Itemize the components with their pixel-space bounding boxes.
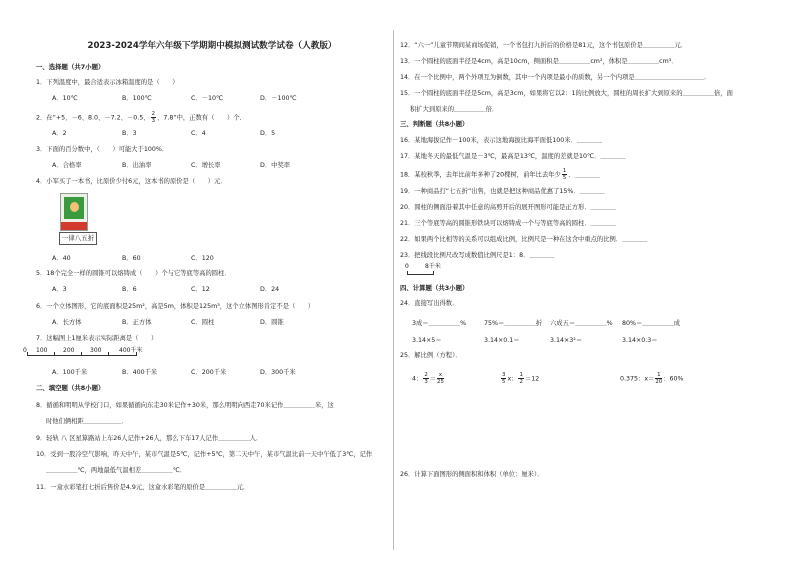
question-20: 20．圆柱的侧面沿着其中任意的高剪开后的展开图形可能是正方形．＿＿＿＿ [400, 204, 616, 211]
q18-fraction: $\frac{1}{5}$ [562, 168, 567, 181]
scale-label-0: 0 [23, 347, 27, 354]
q25-equation-3: 0.375：x＝ $\frac{1}{20}$ ：60% [620, 372, 684, 385]
book-image [60, 193, 88, 231]
q3-option-c[interactable]: C．增长率 [191, 162, 221, 169]
q4-option-b[interactable]: B．60 [122, 255, 141, 262]
question-12: 12．“六一”儿童节期间某商场促销，一个书包打九折后的价格是81元，这个书包原价是＿＿＿＿＿元． [400, 42, 688, 49]
q25-equation-2: $\frac{3}{5}$ x： $\frac{1}{2}$ ＝12 [502, 372, 540, 385]
question-15-line2: 积扩大到原来的＿＿＿＿＿倍． [410, 106, 499, 113]
scale-label-300: 300 [90, 347, 102, 354]
question-17: 17．某地冬天的最低气温是－3℃，最高是13℃，温度的差就是10℃．＿＿＿＿ [400, 153, 626, 160]
q7-option-c[interactable]: C．200千米 [191, 369, 227, 376]
q24-item-5: 3.14×5＝ [412, 337, 442, 344]
q2-option-c[interactable]: C．4 [191, 130, 206, 137]
question-1: 1．下列温度中，最合适表示冰箱温度的是（ ） [36, 79, 179, 86]
section-judge: 三、判断题（共8小题） [400, 120, 469, 128]
question-8-line1: 8．循循和明明从学校门口，如果循循向东走30米记作+30米，那么明明向西走70米记作＿＿＿＿＿米，这 [36, 402, 334, 409]
section-choice: 一、选择题（共7小题） [36, 63, 105, 71]
q2-option-d[interactable]: D．5 [260, 130, 276, 137]
q2-option-b[interactable]: B．3 [122, 130, 137, 137]
q24-item-7: 3.14×3²＝ [550, 337, 583, 344]
question-3: 3．下面的百分数中，（ ）可能大于100%． [36, 146, 169, 153]
q6-option-d[interactable]: D．圆锥 [260, 319, 284, 326]
question-13: 13．一个圆柱的底面半径是4cm，高是10cm，侧面积是＿＿＿＿＿cm²，体积是＿＿＿＿＿cm³． [400, 58, 678, 65]
q1-option-d[interactable]: D．－100℃ [260, 95, 297, 102]
question-24: 24．直接写出得数． [400, 300, 459, 307]
question-25: 25．解比例（方程）． [400, 352, 462, 359]
q5-option-c[interactable]: C．12 [191, 286, 210, 293]
question-22: 22．如果两个比相等的关系可以组成比例，比例尺是一种在这含中重点的比例．＿＿＿＿ [400, 236, 648, 243]
question-21: 21．三个等底等高的圆锥形铁块可以熔铸成一个与等底等高的圆柱．＿＿＿＿ [400, 220, 616, 227]
q3-option-b[interactable]: B．出油率 [122, 162, 152, 169]
question-7: 7．这幅图上1厘米表示实际距离是（ ） [36, 335, 158, 342]
q24-item-1: 3成＝＿＿＿＿＿% [412, 320, 467, 327]
q25-equation-1: 4： $\frac{2}{3}$ ＝ $\frac{x}{25}$ [412, 372, 444, 385]
q7-option-b[interactable]: B．400千米 [122, 369, 158, 376]
q7-option-d[interactable]: D．300千米 [260, 369, 296, 376]
question-14: 14．在一个比例中，两个外项互为倒数，其中一个内项是最小的质数，另一个内项是＿＿＿＿＿＿＿＿＿＿＿． [400, 74, 711, 81]
question-2: 2．在“+5、－6、8.0、－7.2、－0.5、 $\frac{2}{3}$ 、7.8”中，正数有（ ）个． [36, 111, 246, 124]
q24-item-3: 六成五＝＿＿＿＿＿% [550, 320, 613, 327]
q4-option-a[interactable]: A．40 [52, 255, 71, 262]
q1-option-a[interactable]: A．10℃ [52, 95, 78, 102]
q24-item-6: 3.14×0.1＝ [484, 337, 520, 344]
q4-option-c[interactable]: C．120 [191, 255, 214, 262]
question-9: 9．轻轨 八 区星算路站上车26人记作+26人，那么下车17人记作＿＿＿＿＿人． [36, 435, 263, 442]
q6-option-a[interactable]: A．长方体 [52, 319, 82, 326]
q23-scale-label-0: 0 [405, 263, 409, 270]
scale-label-400: 400千米 [119, 347, 143, 354]
page-title: 2023-2024学年六年级下学期期中模拟测试数学试卷（人教版） [87, 41, 337, 51]
q6-option-b[interactable]: B．正方体 [122, 319, 152, 326]
q6-option-c[interactable]: C．圆柱 [191, 319, 215, 326]
q7-option-a[interactable]: A．100千米 [52, 369, 88, 376]
q24-item-2: 75%＝＿＿＿＿＿折 [484, 320, 543, 327]
question-16: 16．某地海拔记作－100米，表示这地海拔比海平面低100米．＿＿＿＿ [400, 137, 603, 144]
q5-option-a[interactable]: A．3 [52, 286, 67, 293]
section-calc: 四、计算题（共3小题） [400, 284, 469, 292]
q23-scale-label-8: 8千米 [425, 263, 441, 270]
question-11: 11．一盒水彩笔打七折后售价是4.9元，这盒水彩笔的原价是＿＿＿＿＿元． [36, 484, 250, 491]
q3-option-a[interactable]: A．合格率 [52, 162, 82, 169]
discount-badge: 一律八五折 [59, 232, 97, 245]
scale-bar [23, 347, 155, 359]
q5-option-d[interactable]: D．24 [260, 286, 280, 293]
column-divider [393, 30, 394, 550]
q2-option-a[interactable]: A．2 [52, 130, 67, 137]
question-15-line1: 15．一个圆柱的底面半径是5cm，高是3cm，如果将它以2：1的比例放大，圆柱的周长扩大到原来的＿＿＿＿＿倍，面 [400, 90, 733, 97]
question-4: 4．小军买了一本书，比原价少付6元，这本书的原价是（ ）元． [36, 178, 227, 185]
question-18: 18．某校秋季，去年比前年多种了20棵树，前年比去年少 $\frac{1}{5}$ ．＿＿＿＿ [400, 168, 600, 181]
question-19: 19．一种商品打“七五折”出售，也就是把这种商品优惠了15%．＿＿＿＿ [400, 188, 605, 195]
q1-option-b[interactable]: B．100℃ [122, 95, 152, 102]
question-8-line2: 时他们俩相距＿＿＿＿＿＿． [46, 418, 128, 425]
question-10-line1: 10．受到一股冷空气影响，昨天中午，某市气温是5℃，记作+5℃，第二天中午，某市气温比前一天中午低了3℃，记作 [36, 451, 373, 458]
q2-fraction: $\frac{2}{3}$ [151, 111, 156, 124]
question-26: 26．计算下面图形的侧面积和体积（单位：厘米）． [400, 471, 544, 478]
q23-scale-bar [405, 263, 465, 277]
q24-item-8: 3.14×0.3＝ [622, 337, 658, 344]
q1-option-c[interactable]: C．－10℃ [191, 95, 224, 102]
question-23: 23．把线段比例尺改写成数值比例尺是1：8．＿＿＿＿ [400, 252, 555, 259]
scale-label-200: 200 [63, 347, 75, 354]
question-6: 6．一个立体图形，它的底面积是25m²，高是5m，体积是125m³，这个立体图形肯定不是（ ） [36, 303, 315, 310]
section-fill: 二、填空题（共8小题） [36, 384, 105, 392]
question-5: 5．18个完全一样的圆锥可以熔铸成（ ）个与它等底等高的圆柱． [36, 270, 231, 277]
question-10-line2: ＿＿＿＿＿℃，两地最低气温相差＿＿＿＿＿℃． [46, 467, 187, 474]
q5-option-b[interactable]: B．6 [122, 286, 137, 293]
q3-option-d[interactable]: D．中奖率 [260, 162, 291, 169]
scale-label-100: 100 [36, 347, 48, 354]
q24-item-4: 80%＝＿＿＿＿＿成 [622, 320, 681, 327]
